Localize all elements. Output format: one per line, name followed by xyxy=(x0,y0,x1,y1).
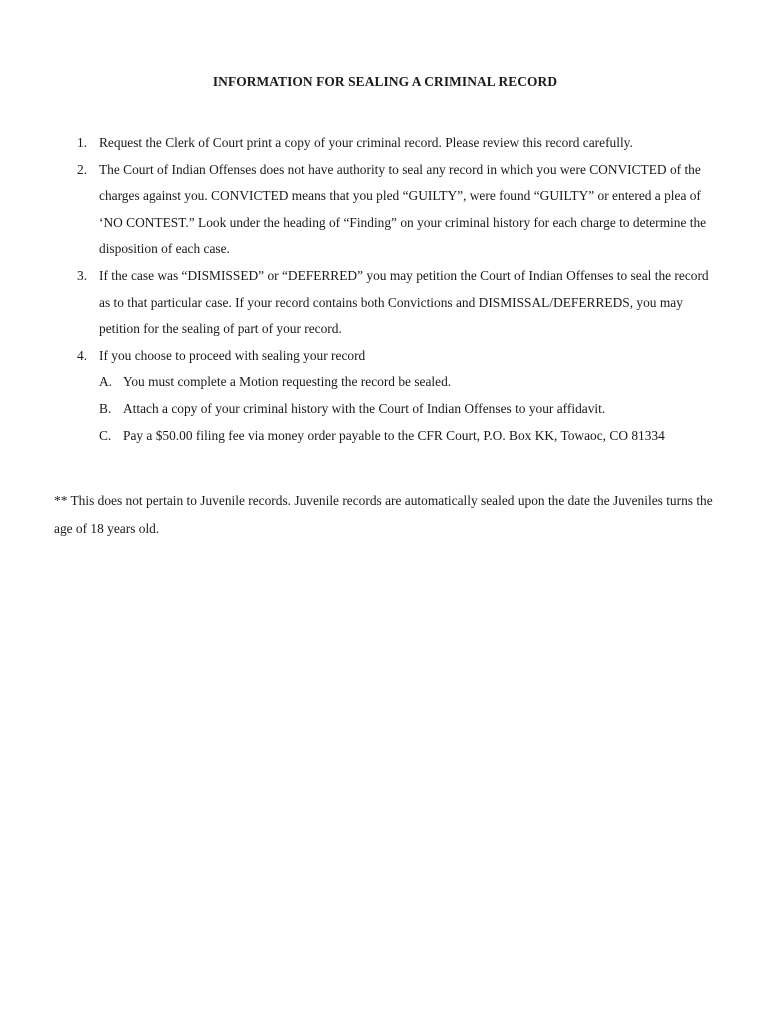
document-title: INFORMATION FOR SEALING A CRIMINAL RECORD xyxy=(212,74,558,89)
sub-list xyxy=(99,369,719,449)
list-item-text: If the case was “DISMISSED” or “DEFERRED” you may petition the Court of Indian Offenses to seal the record as to that particular case. If your record contains both Convictions and DISMISSAL/DEFERREDS, you may petition for the sealing of part of your record. xyxy=(99,267,709,337)
list-item-number: 3. xyxy=(77,267,88,283)
list-item-1 xyxy=(0,130,719,157)
list-item-number: 4. xyxy=(77,347,88,363)
sub-item-a xyxy=(99,369,719,396)
list-item-3 xyxy=(0,263,719,343)
sub-item-text: Attach a copy of your criminal history with the Court of Indian Offenses to your affidavit. xyxy=(123,400,606,416)
sub-item-b xyxy=(99,396,719,423)
sub-item-letter: C. xyxy=(99,427,112,443)
list-item-text: If you choose to proceed with sealing your record xyxy=(99,347,366,363)
list-item-number: 1. xyxy=(77,135,88,150)
list-item-number: 2. xyxy=(77,161,88,177)
list-item-4 xyxy=(0,343,719,449)
sub-item-text: You must complete a Motion requesting the record be sealed. xyxy=(123,374,452,390)
instruction-list xyxy=(0,130,770,449)
list-item-text: Request the Clerk of Court print a copy of your criminal record. Please review this record carefully. xyxy=(99,135,633,150)
juvenile-footnote: ** This does not pertain to Juvenile records. Juvenile records are automatically sealed upon the date the Juveniles turns the age of 18 years old. xyxy=(54,493,713,536)
list-item-2 xyxy=(0,157,719,263)
sub-item-letter: B. xyxy=(99,400,112,416)
sub-item-letter: A. xyxy=(99,374,113,390)
sub-item-c xyxy=(99,423,719,450)
list-item-text: The Court of Indian Offenses does not have authority to seal any record in which you were CONVICTED of the charges against you. CONVICTED means that you pled “GUILTY”, were found “GUILTY” or entered a plea of ‘NO CONTEST.” Look under the heading of “Finding” on your criminal history for each charge to determine the disposition of each case. xyxy=(99,161,707,257)
sub-item-text: Pay a $50.00 filing fee via money order payable to the CFR Court, P.O. Box KK, Towaoc, CO 81334 xyxy=(123,427,665,443)
